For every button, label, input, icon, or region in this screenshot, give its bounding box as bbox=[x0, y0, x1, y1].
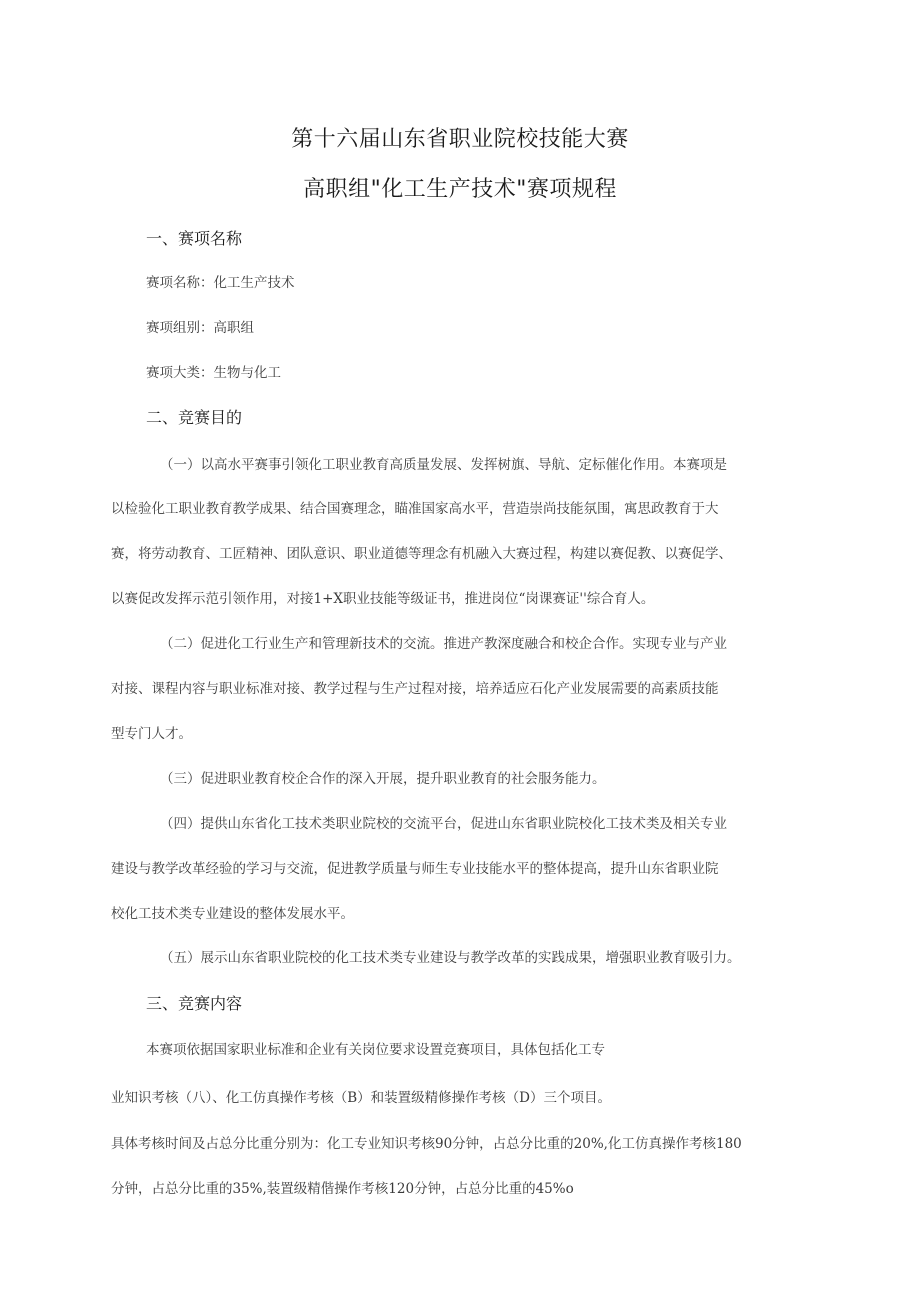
paragraph-line: 本赛项依据国家职业标准和企业有关岗位要求设置竞赛项目，具体包括化工专 bbox=[146, 1042, 605, 1058]
section-heading-competition-name: 一、赛项名称 bbox=[146, 229, 243, 248]
paragraph-line: 以赛促改发挥示范引领作用，对接1+X职业技能等级证书，推进岗位“岗课赛证''综合育人。 bbox=[111, 591, 655, 607]
paragraph-line: 型专门人才。 bbox=[111, 726, 192, 742]
paragraph-line: 以检验化工职业教育教学成果、结合国赛理念，瞄准国家高水平，营造崇尚技能氛围，寓思政教育于大 bbox=[111, 501, 719, 517]
paragraph-line: 业知识考核（八）、化工仿真操作考核（B）和装置级精修操作考核（D）三个项目。 bbox=[111, 1090, 611, 1106]
document-title-line-2: 高职组"化工生产技术"赛项规程 bbox=[303, 177, 617, 202]
meta-item-event-category: 赛项大类：生物与化工 bbox=[146, 365, 281, 381]
paragraph-line: （三）促进职业教育校企合作的深入开展，提升职业教育的社会服务能力。 bbox=[160, 771, 606, 787]
paragraph-line: 对接、课程内容与职业标准对接、教学过程与生产过程对接，培养适应石化产业发展需要的高素质技能 bbox=[111, 681, 719, 697]
paragraph-line: （五）展示山东省职业院校的化工技术类专业建设与教学改革的实践成果，增强职业教育吸引力。 bbox=[160, 950, 741, 966]
document-title-line-1: 第十六届山东省职业院校技能大赛 bbox=[291, 127, 629, 152]
paragraph-line: 赛，将劳动教育、工匠精神、团队意识、职业道德等理念有机融入大赛过程，构建以赛促教、以赛促学、 bbox=[111, 546, 732, 562]
section-heading-competition-content: 三、竞赛内容 bbox=[146, 994, 243, 1013]
paragraph-line: 校化工技术类专业建设的整体发展水平。 bbox=[111, 906, 354, 922]
meta-item-event-group: 赛项组别：高职组 bbox=[146, 320, 254, 336]
meta-item-event-name: 赛项名称：化工生产技术 bbox=[146, 275, 295, 291]
paragraph-line: （四）提供山东省化工技术类职业院校的交流平台，促进山东省职业院校化工技术类及相关专业 bbox=[160, 816, 727, 832]
paragraph-line: （二）促进化工行业生产和管理新技术的交流。推进产教深度融合和校企合作。实现专业与产业 bbox=[160, 636, 727, 652]
paragraph-line: 建设与教学改革经验的学习与交流，促进教学质量与师生专业技能水平的整体提高，提升山东省职业院 bbox=[111, 861, 719, 877]
paragraph-line: 具体考核时间及占总分比重分别为：化工专业知识考核90分钟，占总分比重的20%,化工仿真操作考核180 bbox=[111, 1136, 742, 1152]
paragraph-line: （一）以高水平赛事引领化工职业教育高质量发展、发挥树旗、导航、定标催化作用。本赛项是 bbox=[160, 457, 727, 473]
paragraph-line: 分钟，占总分比重的35%,装置级精偕操作考核120分钟，占总分比重的45%o bbox=[111, 1181, 574, 1197]
section-heading-competition-purpose: 二、竞赛目的 bbox=[146, 408, 243, 427]
